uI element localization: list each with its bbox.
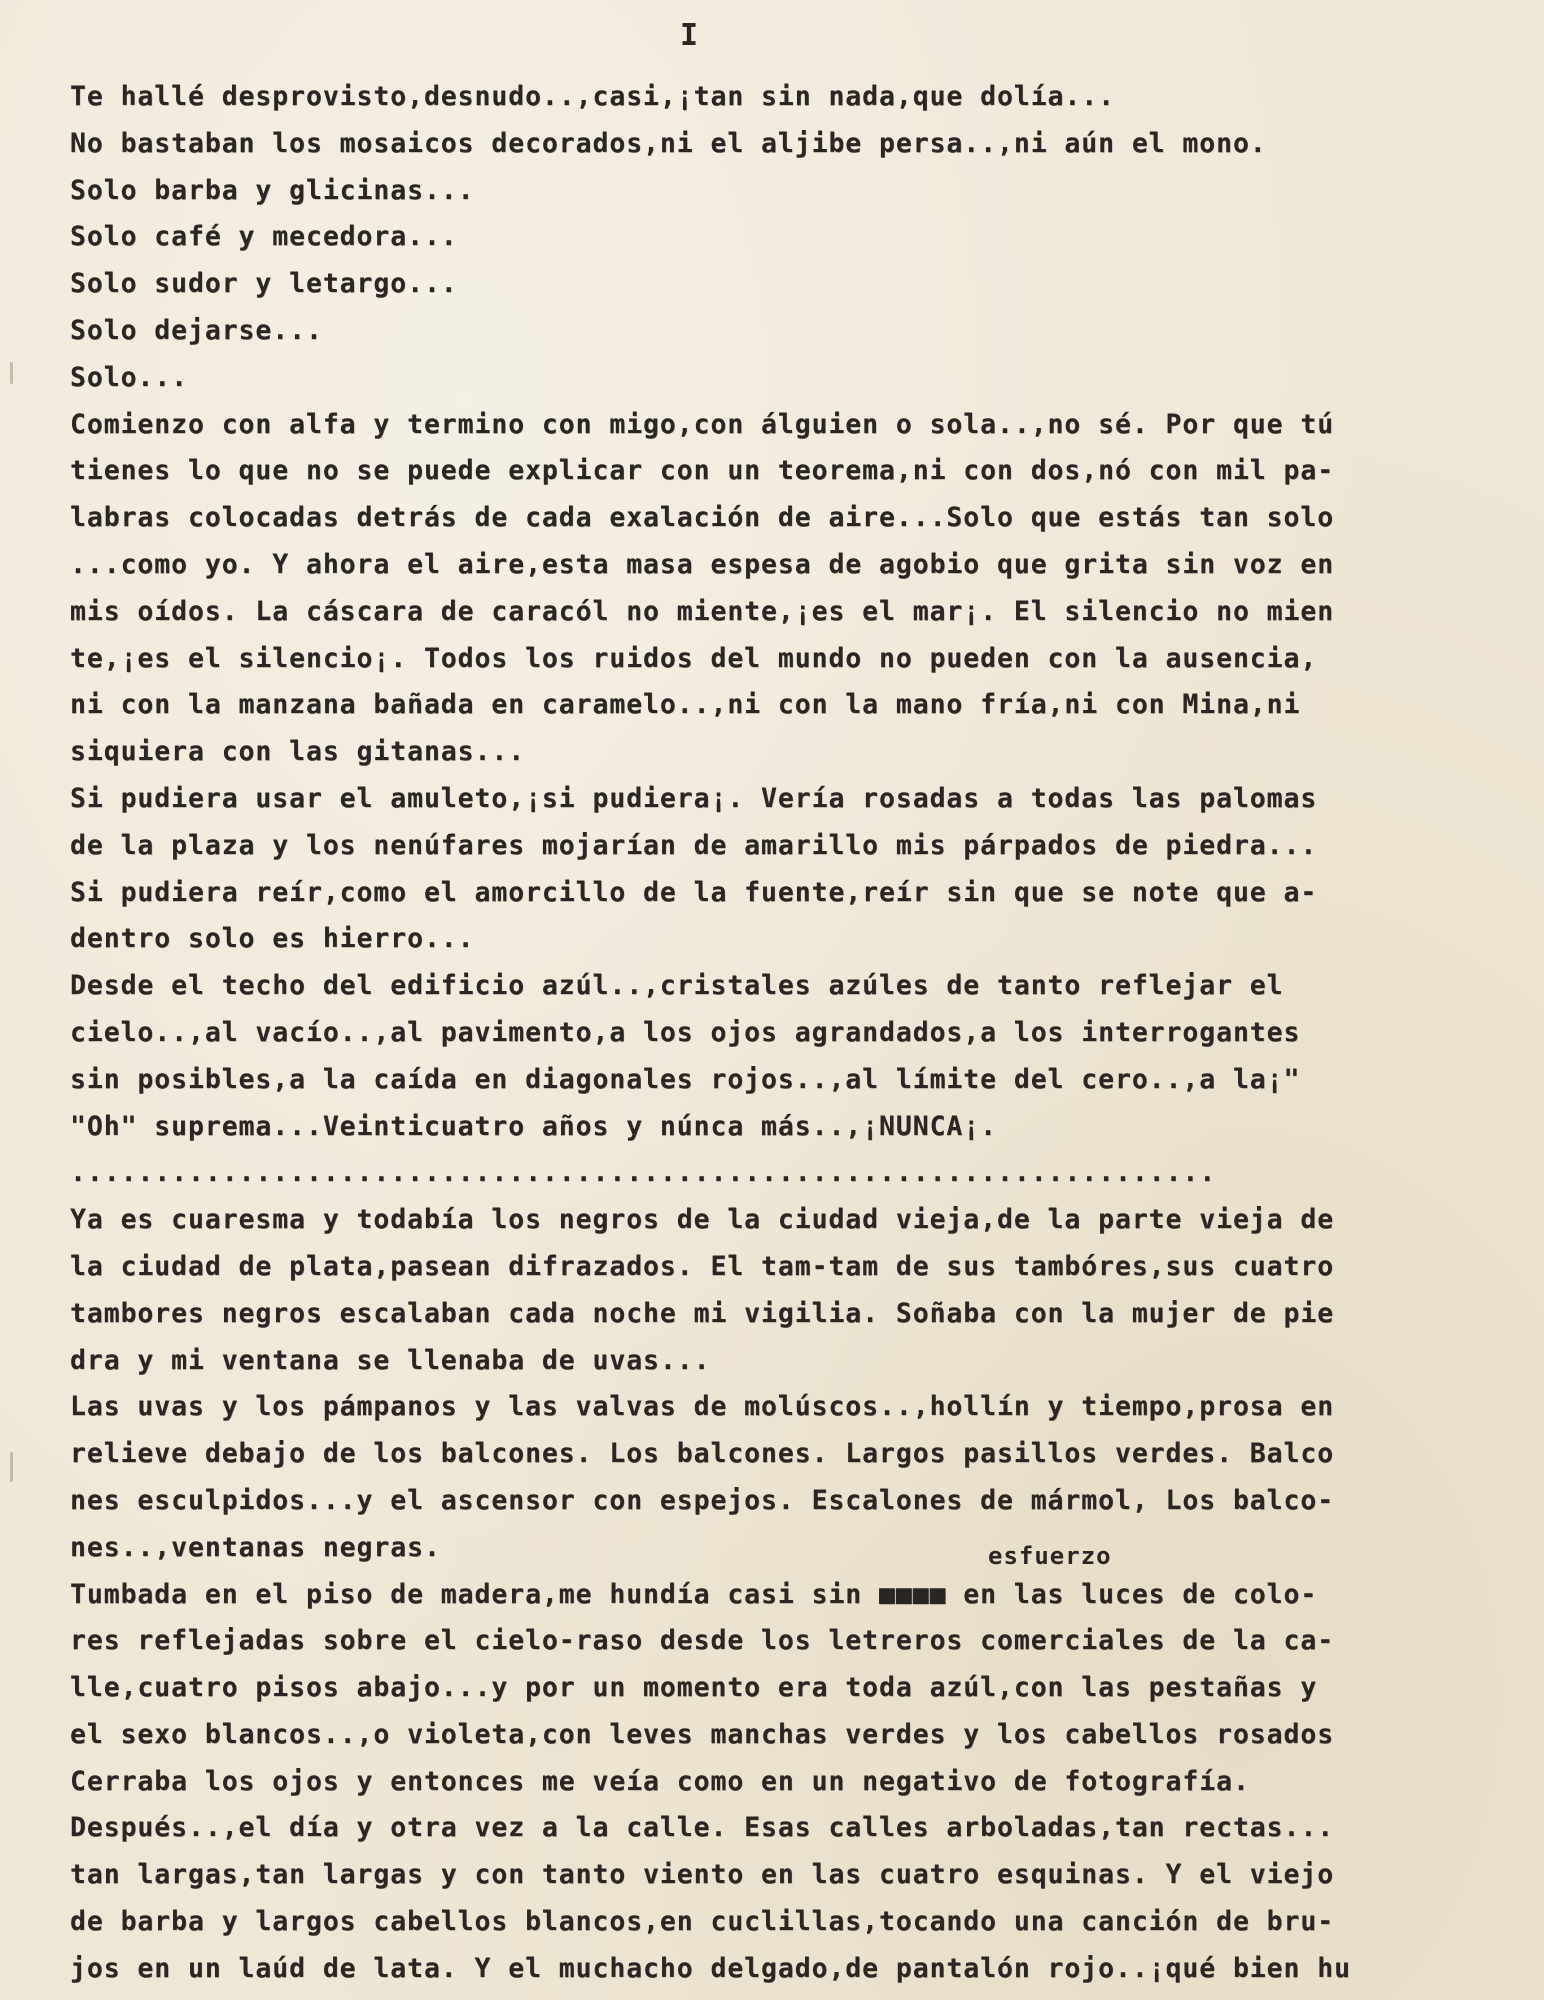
text-line: lle,cuatro pisos abajo...y por un momento era toda azúl,con las pestañas y bbox=[70, 1672, 1318, 1704]
text-line: Solo... bbox=[70, 361, 188, 393]
text-line: jos en un laúd de lata. Y el muchacho delgado,de pantalón rojo..¡qué bien hu bbox=[70, 1952, 1351, 1984]
text-line: Comienzo con alfa y termino con migo,con álguien o sola..,no sé. Por que tú bbox=[70, 408, 1335, 440]
text-line: res reflejadas sobre el cielo-raso desde los letreros comerciales de la ca- bbox=[70, 1625, 1335, 1657]
text-line: Después..,el día y otra vez a la calle. Esas calles arboladas,tan rectas... bbox=[70, 1812, 1335, 1844]
text-line: Solo café y mecedora... bbox=[70, 221, 458, 253]
text-line: de la plaza y los nenúfares mojarían de amarillo mis párpados de piedra... bbox=[70, 829, 1318, 861]
section-divider-dots: .................................................................... bbox=[70, 1157, 1217, 1189]
text-line: dra y mi ventana se llenaba de uvas... bbox=[70, 1344, 711, 1376]
text-line: ni con la manzana bañada en caramelo..,ni con la mano fría,ni con Mina,ni bbox=[70, 689, 1301, 721]
text-line: siquiera con las gitanas... bbox=[70, 736, 526, 768]
text-line: la ciudad de plata,pasean difrazados. El tam-tam de sus tambóres,sus cuatro bbox=[70, 1250, 1335, 1282]
text-line: labras colocadas detrás de cada exalación de aire...Solo que estás tan solo bbox=[70, 502, 1335, 534]
text-line: No bastaban los mosaicos decorados,ni el aljibe persa..,ni aún el mono. bbox=[70, 127, 1267, 159]
text-line: el sexo blancos..,o violeta,con leves manchas verdes y los cabellos rosados bbox=[70, 1718, 1335, 1750]
text-line: Cerraba los ojos y entonces me veía como en un negativo de fotografía. bbox=[70, 1765, 1250, 1797]
text-line: tienes lo que no se puede explicar con un teorema,ni con dos,nó con mil pa- bbox=[70, 455, 1335, 487]
text-line: te,¡es el silencio¡. Todos los ruidos del mundo no pueden con la ausencia, bbox=[70, 642, 1318, 674]
text-line: dentro solo es hierro... bbox=[70, 923, 475, 955]
paper-edge-mark-top bbox=[10, 362, 13, 384]
text-line: Te hallé desprovisto,desnudo..,casi,¡tan sin nada,que dolía... bbox=[70, 81, 1115, 112]
text-line: Solo sudor y letargo... bbox=[70, 268, 458, 300]
paper-edge-mark-bottom bbox=[10, 1452, 13, 1482]
text-line: mis oídos. La cáscara de caracól no miente,¡es el mar¡. El silencio no mien bbox=[70, 595, 1335, 627]
text-line: nes..,ventanas negras. bbox=[70, 1531, 441, 1563]
text-line: relieve debajo de los balcones. Los balcones. Largos pasillos verdes. Balco bbox=[70, 1438, 1335, 1470]
text-line: ...como yo. Y ahora el aire,esta masa espesa de agobio que grita sin voz en bbox=[70, 548, 1335, 580]
typed-text-body bbox=[70, 74, 1510, 1993]
text-line: Si pudiera reír,como el amorcillo de la fuente,reír sin que se note que a- bbox=[70, 876, 1318, 908]
page-number: I bbox=[680, 18, 701, 53]
text-line: Solo dejarse... bbox=[70, 314, 323, 346]
text-line: sin posibles,a la caída en diagonales rojos..,al límite del cero..,a la¡" bbox=[70, 1063, 1301, 1095]
text-line: Desde el techo del edificio azúl..,cristales azúles de tanto reflejar el bbox=[70, 970, 1284, 1002]
text-line: tan largas,tan largas y con tanto viento en las cuatro esquinas. Y el viejo bbox=[70, 1859, 1335, 1891]
text-line: Ya es cuaresma y todabía los negros de la ciudad vieja,de la parte vieja de bbox=[70, 1204, 1335, 1236]
text-line: nes esculpidos...y el ascensor con espejos. Escalones de mármol, Los balco- bbox=[70, 1484, 1335, 1516]
text-line: de barba y largos cabellos blancos,en cuclillas,tocando una canción de bru- bbox=[70, 1906, 1335, 1938]
text-line: cielo..,al vacío..,al pavimento,a los ojos agrandados,a los interrogantes bbox=[70, 1016, 1301, 1048]
text-line: Tumbada en el piso de madera,me hundía casi sin ■■■■ en las luces de colo- bbox=[70, 1578, 1318, 1610]
text-line: Si pudiera usar el amuleto,¡si pudiera¡. Vería rosadas a todas las palomas bbox=[70, 782, 1318, 814]
text-line: Las uvas y los pámpanos y las valvas de molúscos..,hollín y tiempo,prosa en bbox=[70, 1391, 1335, 1423]
text-line: Solo barba y glicinas... bbox=[70, 174, 475, 206]
text-line: "Oh" suprema...Veinticuatro años y núnca más..,¡NUNCA¡. bbox=[70, 1110, 997, 1142]
text-line: tambores negros escalaban cada noche mi vigilia. Soñaba con la mujer de pie bbox=[70, 1297, 1335, 1329]
handwritten-annotation: esfuerzo bbox=[988, 1542, 1112, 1570]
